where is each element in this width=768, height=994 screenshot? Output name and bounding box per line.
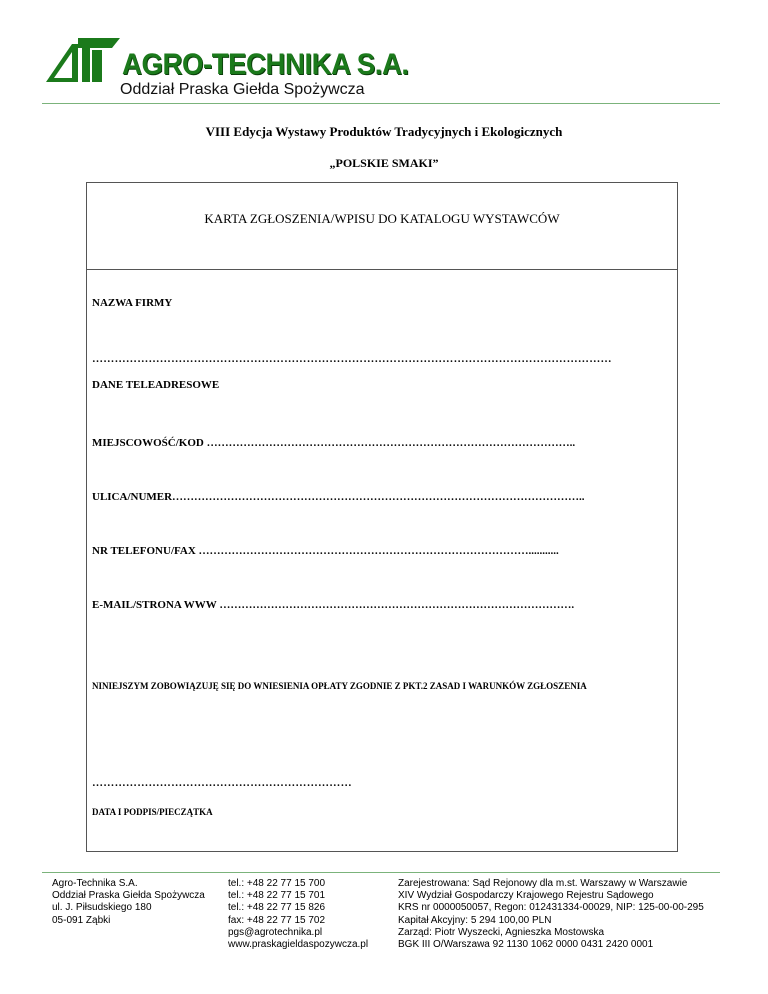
header-divider: [42, 103, 720, 104]
footer-registry-line: XIV Wydział Gospodarczy Krajowego Rejestru Sądowego: [398, 890, 654, 902]
footer-fax: fax: +48 22 77 15 702: [228, 914, 326, 926]
form-header: [87, 183, 677, 270]
footer-registry: [398, 878, 704, 951]
agro-technika-logo-icon: [42, 30, 124, 90]
footer-phone: tel.: +48 22 77 15 700: [228, 878, 326, 889]
form-title: KARTA ZGŁOSZENIA/WPISU DO KATALOGU WYSTAWCÓW: [204, 211, 560, 226]
street-number-field[interactable]: ULICA/NUMER…………………………………………………………………………………………………..: [92, 491, 585, 503]
footer-registry-line: BGK III O/Warszawa 92 1130 1062 0000 0431 2420 0001: [398, 939, 654, 951]
footer-email-link[interactable]: pgs@agrotechnika.pl: [228, 926, 323, 938]
footer-registry-line: Zarząd: Piotr Wyszecki, Agnieszka Mostowska: [398, 926, 605, 938]
footer-phone: tel.: +48 22 77 15 826: [228, 902, 326, 914]
signature-label: DATA I PODPIS/PIECZĄTKA: [92, 807, 213, 817]
footer-address: [52, 878, 205, 927]
footer-registry-line: Kapitał Akcyjny: 5 294 100,00 PLN: [398, 914, 552, 926]
payment-declaration: NINIEJSZYM ZOBOWIĄZUJĘ SIĘ DO WNIESIENIA OPŁATY ZGODNIE Z PKT.2 ZASAD I WARUNKÓW ZGŁOSZENIA: [92, 681, 587, 691]
company-name-field[interactable]: …………………………………………………………………………………………………………………………: [92, 353, 612, 365]
phone-fax-field[interactable]: NR TELEFONU/FAX ………………………………………………………………………………...........: [92, 545, 559, 557]
footer-phone: tel.: +48 22 77 15 701: [228, 890, 326, 902]
company-name-label: NAZWA FIRMY: [92, 297, 173, 309]
signature-field[interactable]: ……………………………………………………………: [92, 777, 352, 789]
footer-registry-line: KRS nr 0000050057, Regon: 012431334-00029, NIP: 125-00-00-295: [398, 902, 704, 914]
footer-registry-line: Zarejestrowana: Sąd Rejonowy dla m.st. Warszawy w Warszawie: [398, 878, 688, 889]
footer-address-line: ul. J. Piłsudskiego 180: [52, 902, 152, 914]
branch-name: Oddział Praska Giełda Spożywcza: [120, 81, 365, 98]
registration-form: [86, 182, 678, 852]
city-zip-field[interactable]: MIEJSCOWOŚĆ/KOD ………………………………………………………………………………………..: [92, 437, 576, 449]
email-www-field[interactable]: E-MAIL/STRONA WWW …………………………………………………………………………………….: [92, 599, 575, 611]
company-logo: [42, 30, 409, 102]
contact-data-label: DANE TELEADRESOWE: [92, 379, 220, 391]
event-title: VIII Edycja Wystawy Produktów Tradycyjnych i Ekologicznych: [205, 124, 563, 139]
footer-address-line: 05-091 Ząbki: [52, 914, 111, 926]
footer-website-link[interactable]: www.praskagieldaspozywcza.pl: [228, 939, 369, 951]
footer-address-line: Oddział Praska Giełda Spożywcza: [52, 890, 205, 902]
footer-address-line: Agro-Technika S.A.: [52, 878, 138, 889]
brand-name: AGRO-TECHNIKA S.A.: [122, 48, 409, 81]
event-subtitle: „POLSKIE SMAKI”: [329, 156, 439, 170]
footer-contacts: [228, 878, 368, 951]
footer-divider: [42, 872, 720, 873]
